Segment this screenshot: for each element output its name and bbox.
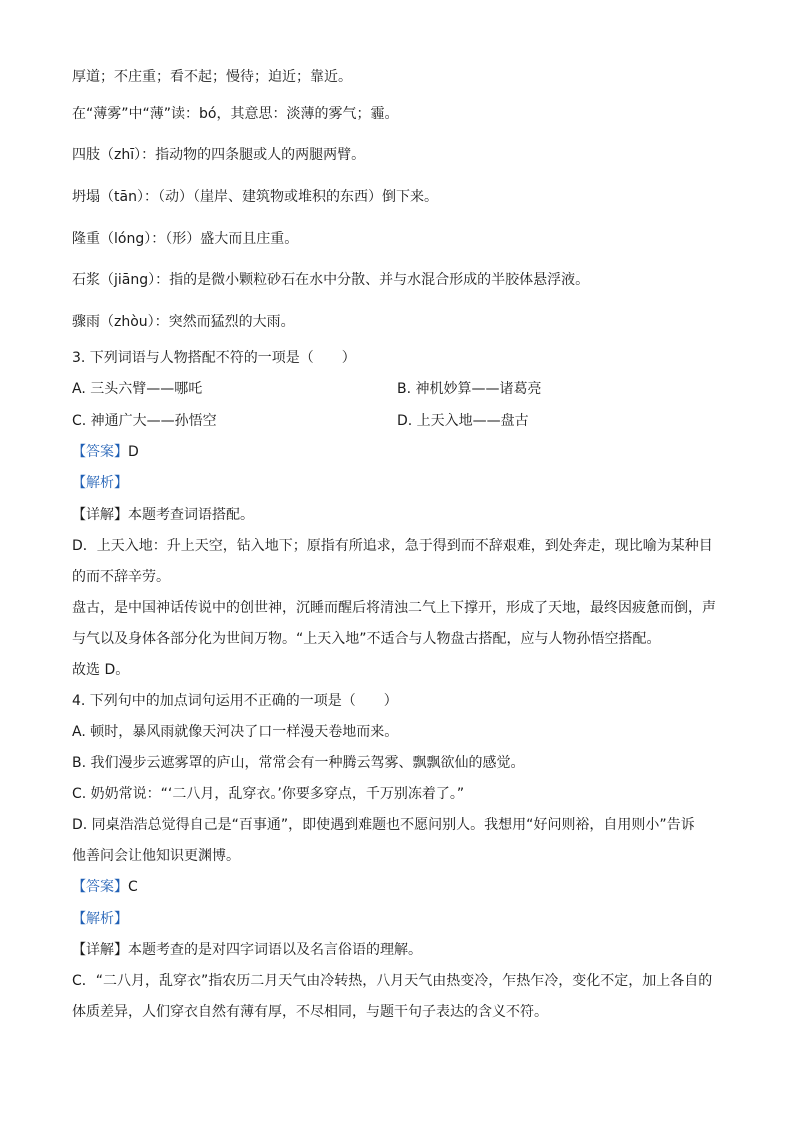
question-3-stem: 3. 下列词语与人物搭配不符的一项是（ ） xyxy=(72,350,356,366)
detail-tag: 【详解】 xyxy=(72,507,128,523)
q3-option-a: A. 三头六臂——哪吒 xyxy=(72,381,203,397)
q4-explanation-line: C．“二八月，乱穿衣”指农历二月天气由冷转热，八月天气由热变冷，乍热乍冷，变化不定，加上各自的 xyxy=(72,973,713,989)
q3-detail xyxy=(72,506,254,524)
q3-explanation-line: 盘古，是中国神话传说中的创世神，沉睡而醒后将清浊二气上下撑开，形成了天地，最终因疲惫而倒，声 xyxy=(72,600,716,616)
answer-tag: 【答案】 xyxy=(72,879,128,895)
q3-analysis xyxy=(72,474,128,492)
definition-line: 骤雨（zhòu）：突然而猛烈的大雨。 xyxy=(72,314,295,330)
q3-explanation-line: 的而不辞辛劳。 xyxy=(72,569,170,585)
q3-explanation-line: D．上天入地：升上天空，钻入地下；原指有所追求，急于得到而不辞艰难，到处奔走，现比喻为某种目 xyxy=(72,538,713,554)
answer-value: D xyxy=(128,444,139,460)
q4-option-a: A. 顿时，暴风雨就像天河决了口一样漫天卷地而来。 xyxy=(72,724,399,740)
q3-answer xyxy=(72,443,139,461)
q3-option-c: C. 神通广大——孙悟空 xyxy=(72,413,217,429)
definition-line: 厚道；不庄重；看不起；慢待；迫近；靠近。 xyxy=(72,69,352,85)
q4-option-b: B. 我们漫步云遮雾罩的庐山，常常会有一种腾云驾雾、飘飘欲仙的感觉。 xyxy=(72,755,525,771)
question-4-stem: 4. 下列句中的加点词句运用不正确的一项是（ ） xyxy=(72,693,398,709)
definition-line: 四肢（zhī）：指动物的四条腿或人的两腿两臂。 xyxy=(72,147,366,163)
q4-option-d: D. 同桌浩浩总觉得自己是“百事通”，即使遇到难题也不愿问别人。我想用“好问则裕，自用则小”告诉 xyxy=(72,817,695,833)
q4-detail xyxy=(72,941,422,959)
answer-tag: 【答案】 xyxy=(72,444,128,460)
detail-text: 本题考查词语搭配。 xyxy=(128,507,254,523)
answer-value: C xyxy=(128,879,138,895)
q4-explanation-line: 体质差异，人们穿衣自然有薄有厚，不尽相同，与题干句子表达的含义不符。 xyxy=(72,1004,548,1020)
q3-option-b: B. 神机妙算——诸葛亮 xyxy=(397,381,542,397)
q4-analysis xyxy=(72,910,128,928)
q4-option-c: C. 奶奶常说：“‘二八月，乱穿衣。’你要多穿点，千万别冻着了。” xyxy=(72,786,465,802)
definition-line: 隆重（lóng）：（形）盛大而且庄重。 xyxy=(72,231,299,247)
q3-explanation-line: 故选 D。 xyxy=(72,662,130,678)
analysis-tag: 【解析】 xyxy=(72,475,128,491)
detail-text: 本题考查的是对四字词语以及名言俗语的理解。 xyxy=(128,942,422,958)
definition-line: 坍塌（tān）：（动）（崖岸、建筑物或堆积的东西）倒下来。 xyxy=(72,189,438,205)
q3-explanation-line: 与气以及身体各部分化为世间万物。“上天入地”不适合与人物盘古搭配，应与人物孙悟空搭配。 xyxy=(72,631,661,647)
q3-option-d: D. 上天入地——盘古 xyxy=(397,413,529,429)
detail-tag: 【详解】 xyxy=(72,942,128,958)
q4-option-d-continued: 他善问会让他知识更渊博。 xyxy=(72,848,240,864)
analysis-tag: 【解析】 xyxy=(72,911,128,927)
definition-line: 石浆（jiāng）：指的是微小颗粒砂石在水中分散、并与水混合形成的半胶体悬浮液。 xyxy=(72,272,590,288)
definition-line: 在“薄雾”中“薄”读：bó，其意思：淡薄的雾气；霾。 xyxy=(72,106,399,122)
q4-answer xyxy=(72,878,138,896)
